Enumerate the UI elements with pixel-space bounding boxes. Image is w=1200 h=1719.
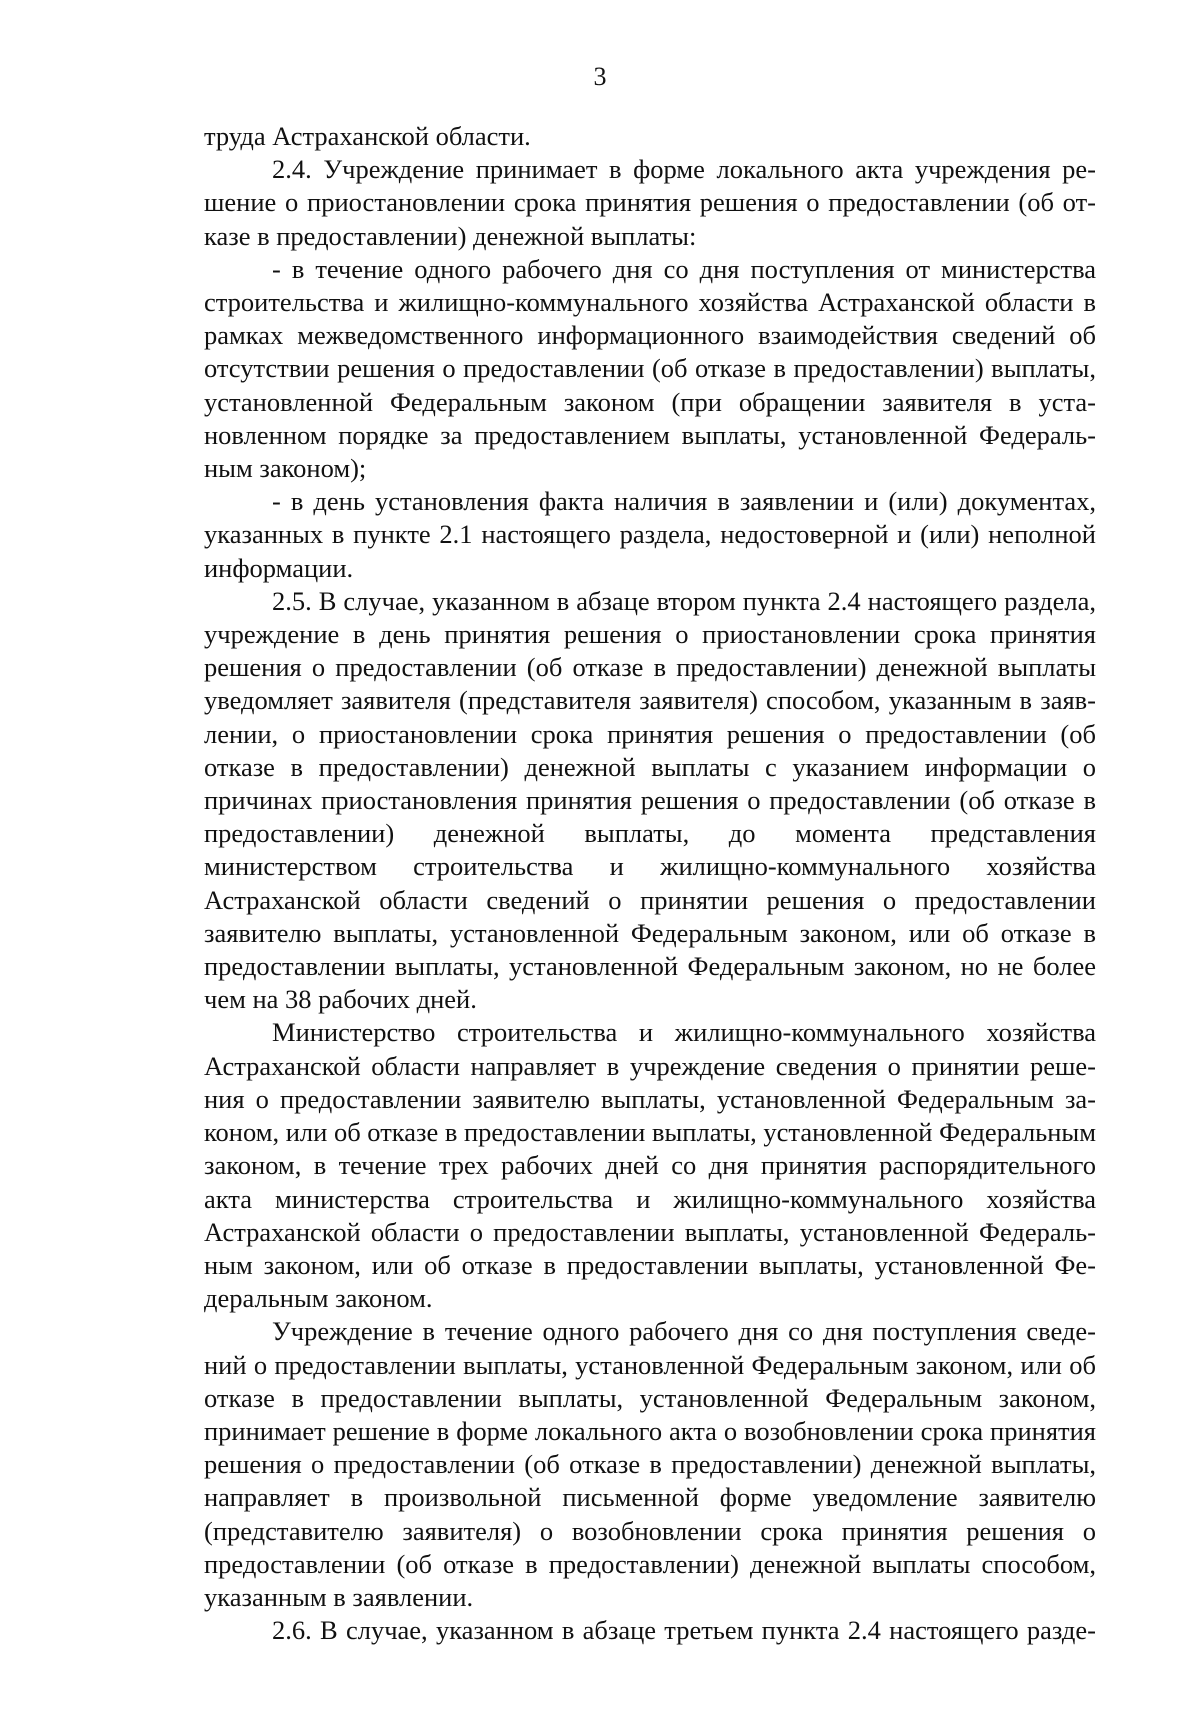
paragraph-continuation: труда Астраханской области. [204, 121, 531, 151]
paragraph-ministry: Министерство строительства и жилищно-коммунального хозяйства Астраханской области направляет в учреждение сведения о принятии решения о предоставлении заявителю выплаты, установленной Федеральным законом, или об отказе в предоставлении выплаты, установленной Федеральным законом, в течение трех рабочих дней со дня принятия распорядительного акта министерства строительства и жилищно-коммунального хозяйства Астраханской области о предоставлении выплаты, установленной Федеральным законом, или об отказе в предоставлении выплаты, установленной Федеральным законом. [204, 1017, 1097, 1314]
paragraph-2-5: 2.5. В случае, указанном в абзаце втором пункта 2.4 настоящего раздела, учреждение в день принятия решения о приостановлении срока принятия решения о предоставлении (об отказе в предоставлении) денежной выплаты уведомляет заявителя (представителя заявителя) способом, указанным в заявлении, о приостановлении срока принятия решения о предоставлении (об отказе в предоставлении) денежной выплаты с указанием информации о причинах приостановления принятия решения о предоставлении (об отказе в предоставлении) денежной выплаты, до момента представления министерством строительства и жилищно-коммунального хозяйства Астраханской области сведений о принятии решения о предоставлении заявителю выплаты, установленной Федеральным законом, или об отказе в предоставлении выплаты, установленной Федеральным законом, но не более чем на 38 рабочих дней. [204, 585, 1096, 1015]
paragraph-institution: Учреждение в течение одного рабочего дня со дня поступления сведений о предоставлении выплаты, установленной Федеральным законом, или об отказе в предоставлении выплаты, установленной Федеральным законом, принимает решение в форме локального акта о возобновлении срока принятия решения о предоставлении (об отказе в предоставлении) денежной выплаты, направляет в произвольной письменной форме уведомление заявителю (представителю заявителя) о возобновлении срока принятия решения о предоставлении (об отказе в предоставлении) денежной выплаты способом, указанным в заявлении. [204, 1316, 1096, 1612]
document-body [204, 120, 1096, 1647]
paragraph-2-4: 2.4. Учреждение принимает в форме локального акта учреждения решение о приостановлении срока принятия решения о предоставлении (об отказе в предоставлении) денежной выплаты: [204, 154, 1096, 251]
paragraph-2-6: 2.6. В случае, указанном в абзаце третьем пункта 2.4 настоящего разде- [272, 1615, 1096, 1646]
paragraph-2-4-item-2: - в день установления факта наличия в заявлении и (или) документах, указанных в пункте 2.1 настоящего раздела, недостоверной и (или) неполной информации. [204, 486, 1096, 583]
paragraph-2-4-item-1: - в течение одного рабочего дня со дня поступления от министерства строительства и жилищно-коммунального хозяйства Астраханской области в рамках межведомственного информационного взаимодействия сведений об отсутствии решения о предоставлении (об отказе в предоставлении) выплаты, установленной Федеральным законом (при обращении заявителя в установленном порядке за предоставлением выплаты, установленной Федеральным законом); [204, 253, 1096, 484]
page-number: 3 [593, 62, 607, 91]
